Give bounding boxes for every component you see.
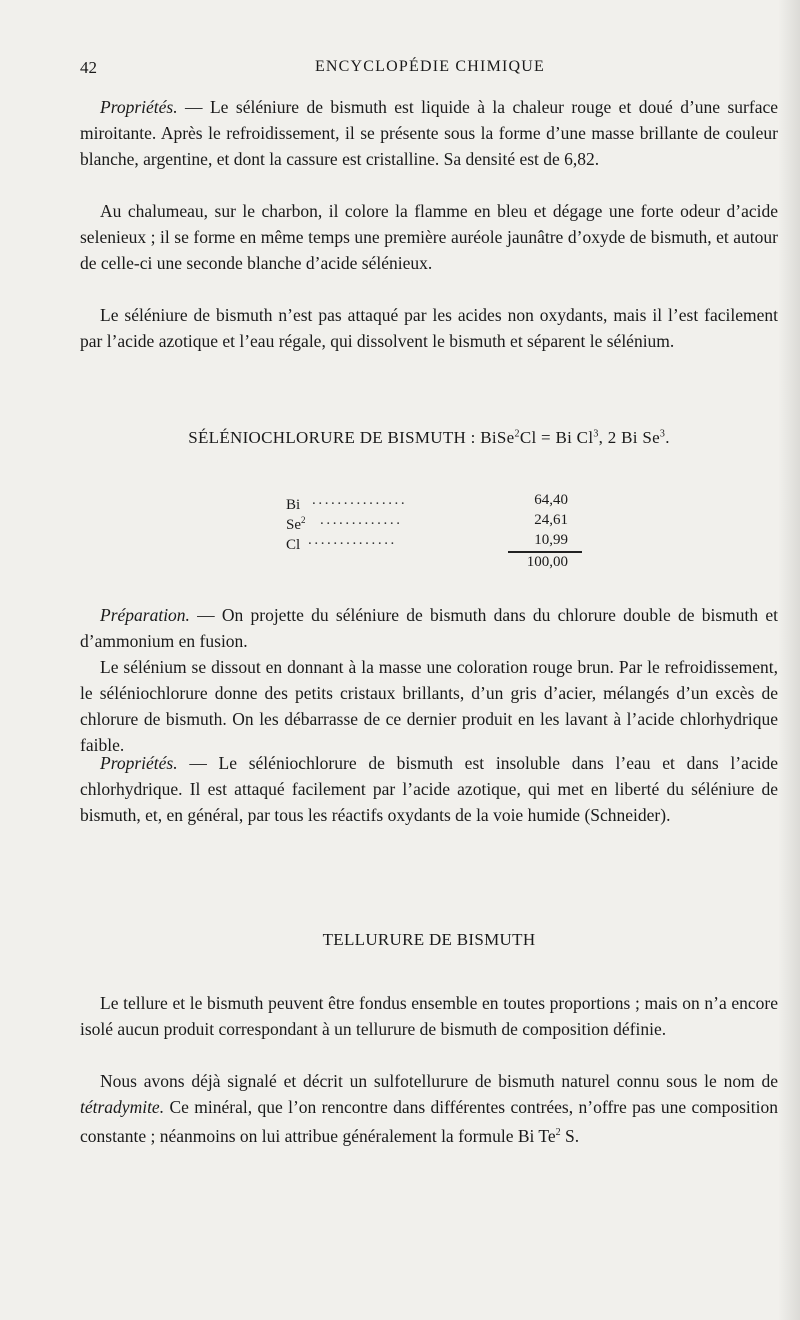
paragraph-attaque-acides: Le séléniure de bismuth n’est pas attaqué par les acides non oxydants, mais il l’est facilement par l’acide azotique et l’eau régale, qui dissolvent le bismuth et séparent le sélénium.	[80, 305, 778, 351]
paragraph-lead: Propriétés.	[100, 97, 178, 117]
leader-dots: ..............	[308, 532, 397, 548]
percentage-value: 64,40	[534, 492, 568, 508]
running-title: ENCYCLOPÉDIE CHIMIQUE	[314, 58, 546, 75]
paragraph-lead: Préparation.	[100, 605, 190, 625]
composition-row	[286, 490, 582, 513]
paragraph-tellure: Le tellure et le bismuth peuvent être fondus ensemble en toutes proportions ; mais on n’a encore isolé aucun produit correspondant à un tellurure de bismuth de composition définie.	[80, 993, 778, 1039]
section-title-seleniochlorure: SÉLÉNIOCHLORURE DE BISMUTH : BiSe$^2$Cl = Bi Cl$^3$, 2 Bi Se$^3$.	[188, 428, 670, 447]
paragraph-proprietes-2	[80, 750, 778, 828]
paragraph-text: — Le séléniochlorure de bismuth est insoluble dans l’eau et dans l’acide chlorhydrique. Il est attaqué facilement par l’acide azotique, qui met en liberté du séléniure de bismuth, et, en général, par tous les réactifs oxydants de la voie humide (Schneider).	[80, 753, 778, 825]
percentage-value: 10,99	[534, 532, 568, 548]
leader-dots: ...............	[312, 492, 408, 508]
paragraph-selenium-dissout: Le sélénium se dissout en donnant à la masse une coloration rouge brun. Par le refroidissement, le séléniochlorure donne des petits cristaux brillants, d’un gris d’acier, mélangés d’un excès de chlorure de bismuth. On les débarrasse de ce dernier produit en les lavant à l’acide chlorhydrique faible.	[80, 657, 778, 755]
page-number: 42	[80, 58, 97, 77]
paragraph-text: — On projette du séléniure de bismuth dans du chlorure double de bismuth et d’ammonium en fusion.	[80, 605, 778, 651]
section-title-tellurure: TELLURURE DE BISMUTH	[322, 930, 536, 949]
composition-table	[286, 490, 582, 570]
paragraph-tetradymite: Nous avons déjà signalé et décrit un sulfotellurure de bismuth naturel connu sous le nom de tétradymite. Ce minéral, que l’on rencontre dans différentes contrées, n’offre pas une composition constante ; néanmoins on lui attribue généralement la formule Bi Te$^2$ S.	[80, 1071, 778, 1146]
element-symbol: Cl	[286, 537, 301, 553]
paragraph-preparation	[80, 602, 778, 654]
composition-row	[286, 530, 582, 553]
paragraph-proprietes-1	[80, 94, 778, 172]
leader-dots: .............	[320, 512, 403, 528]
composition-row	[286, 510, 582, 533]
paragraph-lead: Propriétés.	[100, 753, 178, 773]
element-symbol: Se$^2$	[286, 515, 306, 533]
page-edge-shadow	[778, 0, 800, 1320]
term-tetradymite: tétradymite.	[80, 1097, 165, 1117]
element-symbol: Bi	[286, 497, 301, 513]
paragraph-chalumeau: Au chalumeau, sur le charbon, il colore la flamme en bleu et dégage une forte odeur d’acide selenieux ; il se forme en même temps une première auréole jaunâtre d’oxyde de bismuth, et autour de celle-ci une seconde blanche d’acide sélénieux.	[80, 201, 778, 273]
sum-rule-line	[508, 551, 582, 553]
paragraph-text: — Le séléniure de bismuth est liquide à la chaleur rouge et doué d’une surface miroitante. Après le refroidissement, il se présente sous la forme d’une masse brillante de couleur blanche, argentine, et dont la cassure est cristalline. Sa densité est de 6,82.	[80, 97, 778, 169]
composition-total: 100,00	[526, 554, 568, 570]
page-header	[80, 58, 780, 82]
percentage-value: 24,61	[534, 512, 568, 528]
